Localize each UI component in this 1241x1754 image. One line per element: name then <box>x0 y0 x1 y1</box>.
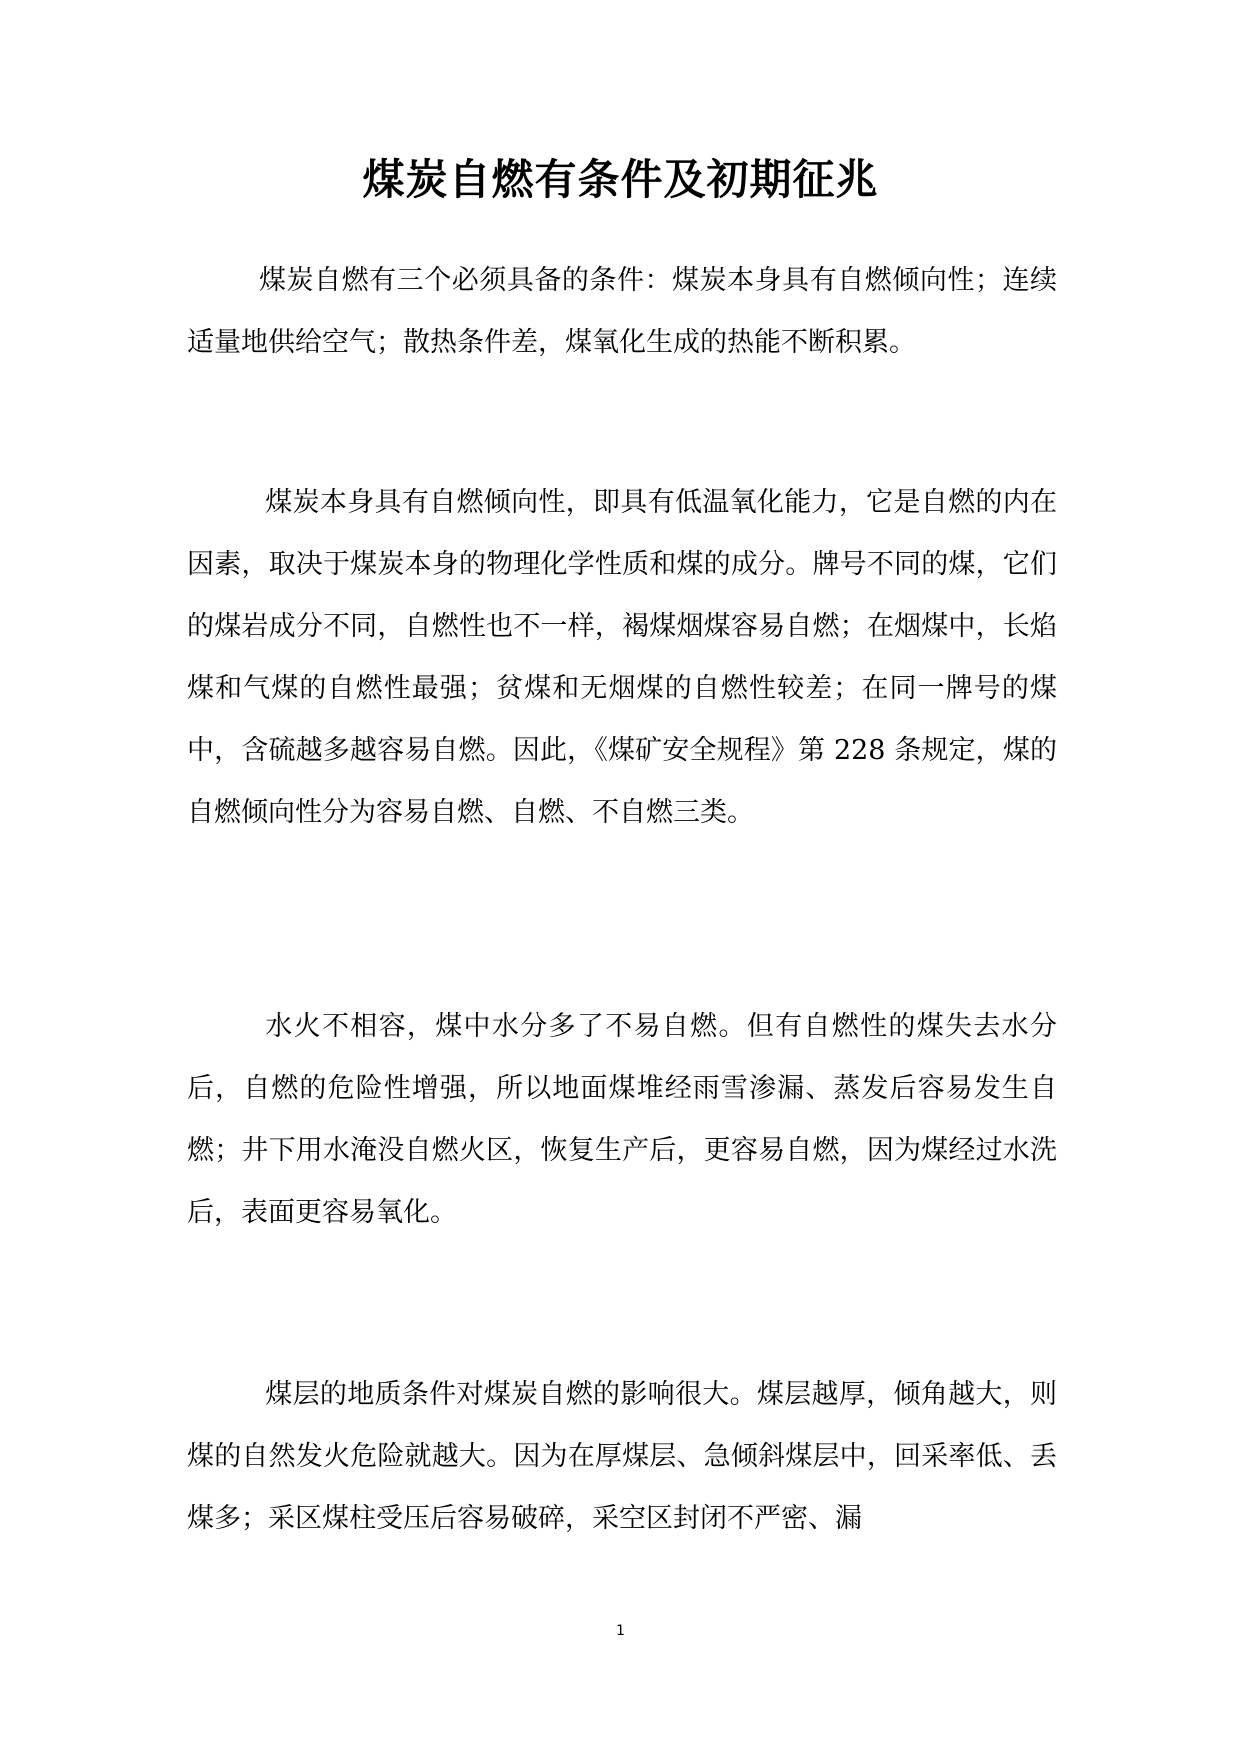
paragraph-water-content: 水火不相容，煤中水分多了不易自燃。但有自燃性的煤失去水分后，自燃的危险性增强，所以地面煤堆经雨雪渗漏、蒸发后容易发生自燃；井下用水淹没自燃火区，恢复生产后，更容易自燃，因为煤经过水洗后，表面更容易氧化。 <box>187 1011 1057 1228</box>
paragraph-self-ignition-conditions: 煤炭自燃有三个必须具备的条件：煤炭本身具有自燃倾向性；连续适量地供给空气；散热条件差，煤氧化生成的热能不断积累。 <box>187 265 1057 358</box>
paragraph-geological-conditions: 煤层的地质条件对煤炭自燃的影响很大。煤层越厚，倾角越大，则煤的自然发火危险就越大。因为在厚煤层、急倾斜煤层中，回采率低、丢煤多；采区煤柱受压后容易破碎，采空区封闭不严密、漏 <box>187 1379 1057 1534</box>
page-title: 煤炭自燃有条件及初期征兆 <box>362 155 879 204</box>
paragraph-coal-propensity: 煤炭本身具有自燃倾向性，即具有低温氧化能力，它是自燃的内在因素，取决于煤炭本身的物理化学性质和煤的成分。牌号不同的煤，它们的煤岩成分不同，自燃性也不一样，褐煤烟煤容易自燃；在烟煤中，长焰煤和气煤的自燃性最强；贫煤和无烟煤的自燃性较差；在同一牌号的煤中，含硫越多越容易自燃。因此，《煤矿安全规程》第 228 条规定，煤的自燃倾向性分为容易自燃、自燃、不自燃三类。 <box>187 487 1057 828</box>
page-number: 1 <box>616 1623 625 1639</box>
